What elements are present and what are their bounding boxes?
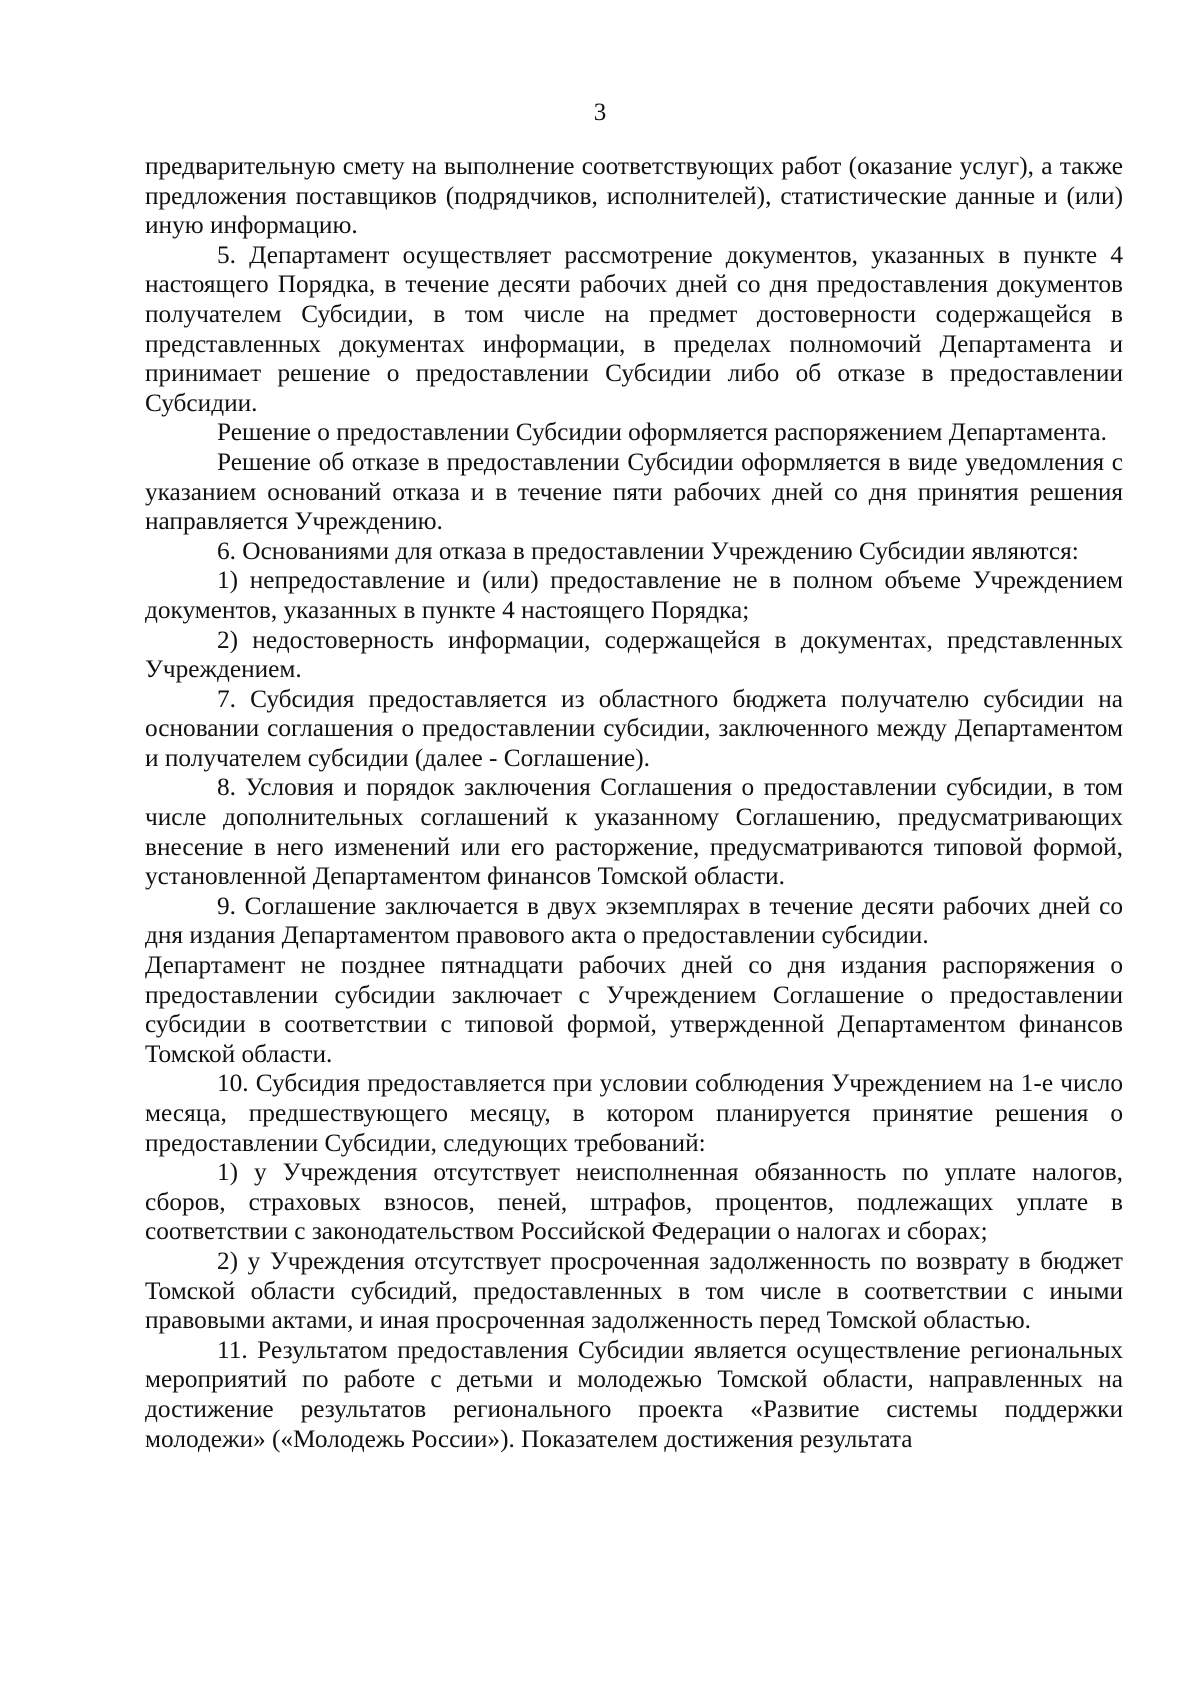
paragraph: 2) недостоверность информации, содержащейся в документах, представленных Учреждением. [145,625,1123,684]
paragraph: 2) у Учреждения отсутствует просроченная задолженность по возврату в бюджет Томской области субсидий, предоставленных в том числе в соответствии с иными правовыми актами, и иная просроченная задолженность перед Томской областью. [145,1246,1123,1335]
paragraph: 7. Субсидия предоставляется из областного бюджета получателю субсидии на основании соглашения о предоставлении субсидии, заключенного между Департаментом и получателем субсидии (далее - Соглашение). [145,684,1123,772]
document-body [145,152,1123,1454]
paragraph: Решение о предоставлении Субсидии оформляется распоряжением Департамента. [217,418,1107,447]
paragraph: 9. Соглашение заключается в двух экземплярах в течение десяти рабочих дней со дня издания Департаментом правового акта о предоставлении субсидии. [145,891,1123,950]
paragraph: предварительную смету на выполнение соответствующих работ (оказание услуг), а также предложения поставщиков (подрядчиков, исполнителей), статистические данные и (или) иную информацию. [145,152,1123,240]
page-number: 3 [593,99,607,126]
paragraph: 8. Условия и порядок заключения Соглашения о предоставлении субсидии, в том числе дополнительных соглашений к указанному Соглашению, предусматривающих внесение в него изменений или его расторжение, предусматриваются типовой формой, установленной Департаментом финансов Томской области. [145,773,1123,891]
paragraph: 6. Основаниями для отказа в предоставлении Учреждению Субсидии являются: [217,536,1079,565]
paragraph: 10. Субсидия предоставляется при условии соблюдения Учреждением на 1-е число месяца, предшествующего месяцу, в котором планируется принятие решения о предоставлении Субсидии, следующих требований: [145,1069,1123,1157]
paragraph: 1) у Учреждения отсутствует неисполненная обязанность по уплате налогов, сборов, страховых взносов, пеней, штрафов, процентов, подлежащих уплате в соответствии с законодательством Российской Федерации о налогах и сборах; [145,1158,1123,1246]
paragraph: 11. Результатом предоставления Субсидии является осуществление региональных мероприятий по работе с детьми и молодежью Томской области, направленных на достижение результатов регионального проекта «Развитие системы поддержки молодежи» («Молодежь России»). Показателем достижения результата [145,1335,1123,1453]
paragraph: Департамент не позднее пятнадцати рабочих дней со дня издания распоряжения о предоставлении субсидии заключает с Учреждением Соглашение о предоставлении субсидии в соответствии с типовой формой, утвержденной Департаментом финансов Томской области. [145,951,1123,1068]
paragraph: Решение об отказе в предоставлении Субсидии оформляется в виде уведомления с указанием оснований отказа и в течение пяти рабочих дней со дня принятия решения направляется Учреждению. [145,447,1123,536]
paragraph: 5. Департамент осуществляет рассмотрение документов, указанных в пункте 4 настоящего Порядка, в течение десяти рабочих дней со дня предоставления документов получателем Субсидии, в том числе на предмет достоверности содержащейся в представленных документах информации, в пределах полномочий Департамента и принимает решение о предоставлении Субсидии либо об отказе в предоставлении Субсидии. [145,240,1123,417]
paragraph: 1) непредоставление и (или) предоставление не в полном объеме Учреждением документов, указанных в пункте 4 настоящего Порядка; [145,566,1123,624]
